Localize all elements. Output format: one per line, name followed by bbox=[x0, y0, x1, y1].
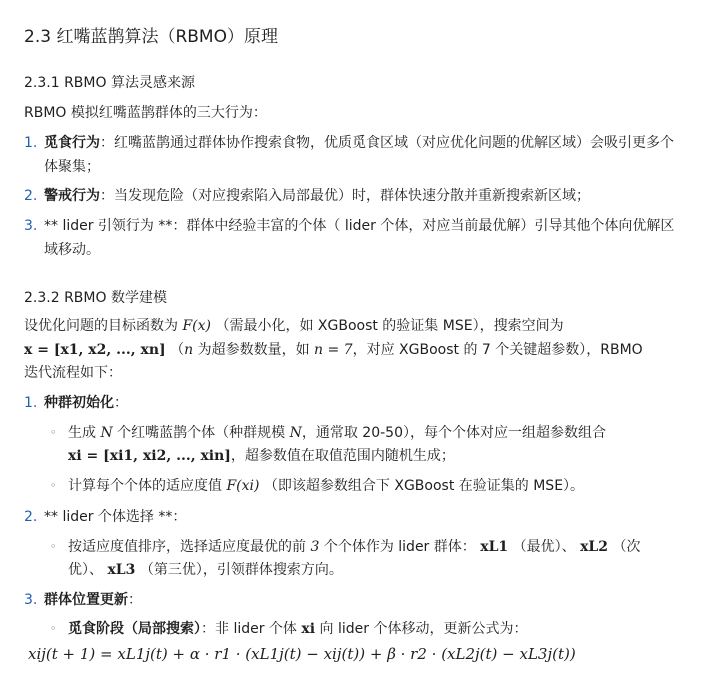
bullet-icon: ◦ bbox=[50, 540, 57, 553]
bullet-icon: ◦ bbox=[50, 479, 57, 492]
math-fx: F(x) bbox=[182, 318, 211, 334]
text: 按适应度值排序，选择适应度最优的前 bbox=[68, 539, 306, 555]
list-number: 2. bbox=[24, 509, 38, 525]
subsection-heading-inspiration: 2.3.1 RBMO 算法灵感来源 bbox=[24, 75, 195, 91]
step-text: ： bbox=[114, 395, 128, 411]
list-number: 3. bbox=[24, 592, 38, 608]
bullet-sort-line2 bbox=[68, 558, 343, 582]
text: 为超参数数量，如 bbox=[197, 342, 310, 358]
text: ，超参数值在取值范围内随机生成； bbox=[230, 448, 455, 464]
math-xL3: xL3 bbox=[107, 562, 136, 578]
text: （次 bbox=[612, 539, 641, 555]
paragraph-line-2 bbox=[24, 338, 643, 362]
item-text: ：红嘴蓝鹊通过群体协作搜索食物，优质觅食区域（对应优化问题的优解区域）会吸引更多个体聚集； bbox=[44, 135, 674, 175]
math-xi: xi = [xi1, xi2, ..., xin] bbox=[68, 448, 231, 464]
step-bold: 群体位置更新 bbox=[44, 592, 128, 608]
math-search-space: x = [x1, x2, ..., xn] bbox=[24, 342, 166, 358]
text: 个红嘴蓝鹊个体（种群规模 bbox=[117, 425, 286, 441]
list-number: 3. bbox=[24, 218, 38, 234]
section-title: 2.3 红嘴蓝鹊算法（RBMO）原理 bbox=[24, 27, 278, 47]
math-N: N bbox=[100, 425, 113, 441]
text: 生成 bbox=[68, 425, 96, 441]
math-fxi: F(xi) bbox=[226, 478, 260, 494]
list-number: 1. bbox=[24, 395, 38, 411]
item-bold: 觅食行为 bbox=[44, 135, 100, 151]
text: （即该超参数组合下 XGBoost 在验证集的 MSE）。 bbox=[263, 478, 585, 494]
text: ，对应 XGBoost 的 7 个关键超参数），RBMO bbox=[352, 342, 643, 358]
bullet-generate-line2 bbox=[68, 444, 455, 468]
step-text: ： bbox=[128, 592, 142, 608]
bullet-foraging-phase bbox=[68, 617, 527, 641]
paragraph-line-1 bbox=[24, 314, 564, 338]
list-item-foraging bbox=[44, 131, 684, 179]
text: （需最小化，如 XGBoost 的验证集 MSE），搜索空间为 bbox=[215, 318, 564, 334]
bullet-generate-line1 bbox=[68, 421, 606, 445]
text: 个个体作为 lider 群体： bbox=[323, 539, 476, 555]
bullet-fitness bbox=[68, 474, 584, 498]
item-text: ：当发现危险（对应搜索陷入局部最优）时，群体快速分散并重新搜索新区域； bbox=[100, 188, 590, 204]
step-initialization bbox=[44, 391, 128, 415]
item-bold: 警戒行为 bbox=[44, 188, 100, 204]
text: 计算每个个体的适应度值 bbox=[68, 478, 222, 494]
text: ：非 lider 个体 bbox=[201, 621, 297, 637]
math-xL1: xL1 bbox=[480, 539, 509, 555]
math-N: N bbox=[289, 425, 302, 441]
math-xi: xi bbox=[301, 621, 316, 637]
text: （第三优），引领群体搜索方向。 bbox=[139, 562, 343, 578]
text: 设优化问题的目标函数为 bbox=[24, 318, 178, 334]
intro-text: RBMO 模拟红嘴蓝鹊群体的三大行为： bbox=[24, 105, 267, 121]
text: ，通常取 20-50），每个个体对应一组超参数组合 bbox=[301, 425, 606, 441]
subsection-heading-model: 2.3.2 RBMO 数学建模 bbox=[24, 290, 167, 306]
text: 向 lider 个体移动，更新公式为： bbox=[319, 621, 528, 637]
list-number: 2. bbox=[24, 188, 38, 204]
step-lider-selection bbox=[44, 505, 186, 529]
text: （最优）、 bbox=[512, 539, 576, 555]
math-n: n bbox=[184, 342, 194, 358]
bullet-sort-line1 bbox=[68, 535, 640, 559]
math-xL2: xL2 bbox=[580, 539, 608, 555]
step-bold: 种群初始化 bbox=[44, 395, 114, 411]
list-item-vigilance bbox=[44, 184, 684, 208]
step-position-update bbox=[44, 588, 142, 612]
text: 优）、 bbox=[68, 562, 103, 578]
paragraph-line-3: 迭代流程如下： bbox=[24, 365, 122, 381]
math-3: 3 bbox=[310, 539, 320, 555]
update-formula: xij(t + 1) = xL1j(t) + α · r1 · (xL1j(t) − xij(t)) + β · r2 · (xL2j(t) − xL3j(t)) bbox=[28, 645, 576, 663]
list-number: 1. bbox=[24, 135, 38, 151]
text: （ bbox=[170, 342, 185, 358]
step-text: ** lider 个体选择 **： bbox=[44, 509, 187, 525]
list-item-lider bbox=[44, 214, 684, 262]
bullet-icon: ◦ bbox=[50, 426, 57, 439]
bold-text: 觅食阶段（局部搜索） bbox=[68, 621, 201, 637]
math-n7: n = 7 bbox=[314, 342, 353, 358]
item-text: ** lider 引领行为 **：群体中经验丰富的个体（ lider 个体，对应当前最优解）引导其他个体向优解区域移动。 bbox=[44, 218, 675, 258]
bullet-icon: ◦ bbox=[50, 622, 57, 635]
